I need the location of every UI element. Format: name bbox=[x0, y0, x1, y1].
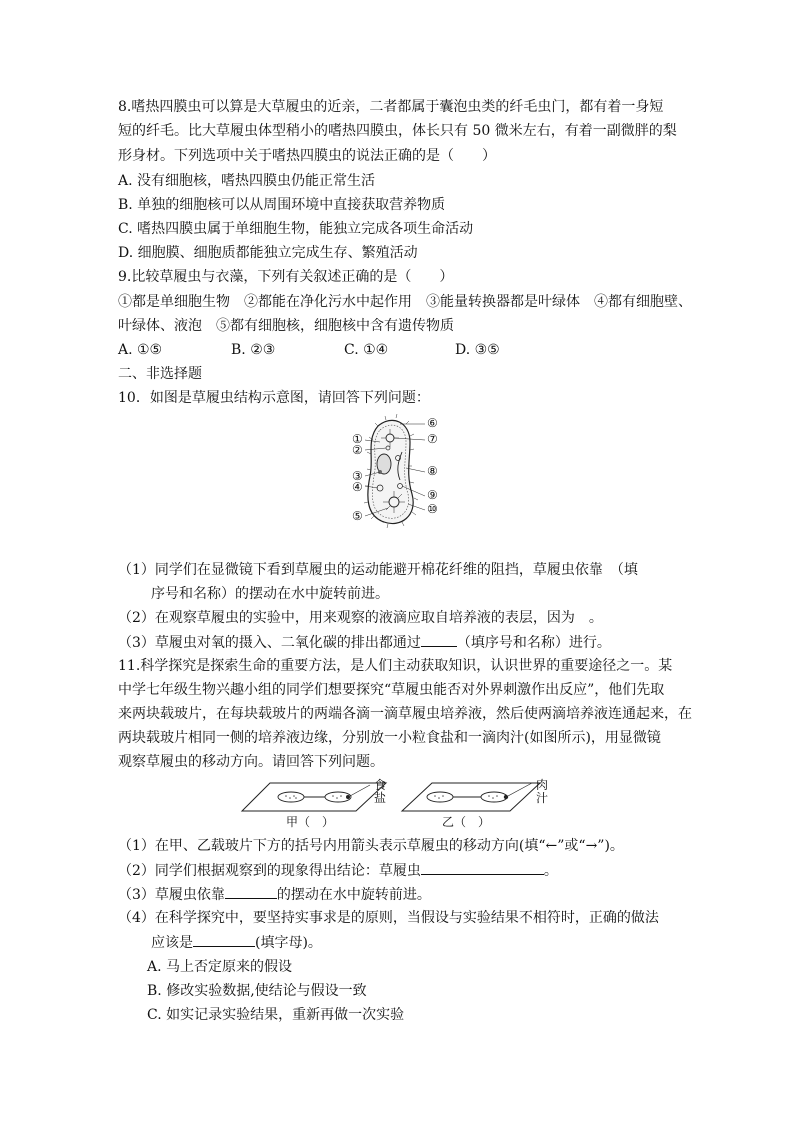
q8-stem-line3: 形身材。下列选项中关于嗜热四膜虫的说法正确的是（ ） bbox=[118, 148, 496, 164]
q11-part2 bbox=[118, 860, 558, 881]
q11-part4-line1: （4）在科学探究中，要坚持实事求是的原则，当假设与实验结果不相符时，正确的做法 bbox=[118, 910, 659, 926]
diagram-label-8: ⑧ bbox=[427, 464, 438, 478]
q10-stem: 10．如图是草履虫结构示意图，请回答下列问题： bbox=[118, 390, 430, 406]
q11-stem-line2: 中学七年级生物兴趣小组的同学们想要探究“草履虫能否对外界刺激作出反应”，他们先取 bbox=[118, 682, 665, 698]
q11-stem-line5: 观察草履虫的移动方向。请回答下列问题。 bbox=[118, 754, 384, 770]
q11-part4-blank[interactable] bbox=[193, 932, 255, 947]
slide-yi-caption: 乙（ ） bbox=[442, 815, 491, 829]
q11-option-a: A. 马上否定原来的假设 bbox=[147, 959, 293, 975]
q10-part1-line1: （1）同学们在显微镜下看到草履虫的运动能避开棉花纤维的阻挡，草履虫依靠 （填 bbox=[118, 562, 638, 578]
diagram-label-7: ⑦ bbox=[427, 432, 438, 446]
q8-option-a: A. 没有细胞核，嗜热四膜虫仍能正常生活 bbox=[118, 173, 376, 189]
diagram-label-1: ① bbox=[352, 432, 363, 446]
diagram-label-10: ⑩ bbox=[427, 502, 438, 516]
q10-part1-line2: 序号和名称）的摆动在水中旋转前进。 bbox=[151, 586, 389, 602]
diagram-label-2: ② bbox=[352, 443, 363, 457]
q11-part3-text-b: 的摆动在水中旋转前进。 bbox=[276, 887, 431, 903]
q8-stem-line2: 短的纤毛。比大草履虫体型稍小的嗜热四膜虫，体长只有 50 微米左右，有着一副微胖的梨 bbox=[118, 123, 677, 139]
q11-part3 bbox=[118, 884, 431, 905]
q11-stem-line3: 来两块载玻片，在每块载玻片的两端各滴一滴草履虫培养液，然后使两滴培养液连通起来，在 bbox=[118, 706, 692, 722]
q11-part4-line2 bbox=[151, 932, 322, 953]
diagram-label-6: ⑥ bbox=[427, 416, 438, 430]
q9-stem: 9.比较草履虫与衣藻，下列有关叙述正确的是（ ） bbox=[118, 269, 454, 285]
q11-part2-text-b: 。 bbox=[543, 863, 558, 879]
diagram-label-9: ⑨ bbox=[427, 488, 438, 502]
diagram-label-5: ⑤ bbox=[352, 509, 363, 523]
q9-statements-line1: ①都是单细胞生物 ②都能在净化污水中起作用 ③能量转换器都是叶绿体 ④都有细胞壁、 bbox=[118, 294, 692, 310]
diagram-label-4: ④ bbox=[352, 480, 363, 494]
q11-part1: （1）在甲、乙载玻片下方的括号内用箭头表示草履虫的移动方向(填“←”或“→”)。 bbox=[118, 838, 624, 854]
q9-option-c: C. ①④ bbox=[344, 342, 389, 358]
q9-option-a: A. ①⑤ bbox=[118, 342, 163, 358]
label-salt-char1: 食 bbox=[374, 778, 387, 792]
label-juice-char1: 肉 bbox=[536, 778, 549, 792]
diagram-label-3: ③ bbox=[352, 469, 363, 483]
q11-part2-blank[interactable] bbox=[421, 860, 544, 875]
q10-part3-text-b: （填序号和名称）进行。 bbox=[456, 635, 611, 651]
q10-part3 bbox=[118, 632, 611, 653]
q8-option-d: D. 细胞膜、细胞质都能独立完成生存、繁殖活动 bbox=[118, 245, 418, 261]
q11-part4-text-a: 应该是 bbox=[151, 935, 193, 951]
q11-part3-blank[interactable] bbox=[225, 884, 277, 899]
q10-part2: （2）在观察草履虫的实验中，用来观察的液滴应取自培养液的表层，因为 。 bbox=[118, 610, 603, 626]
q8-option-c: C. 嗜热四膜虫属于单细胞生物，能独立完成各项生命活动 bbox=[118, 221, 474, 237]
q8-option-b: B. 单独的细胞核可以从周围环境中直接获取营养物质 bbox=[118, 197, 446, 213]
q10-part3-blank[interactable] bbox=[421, 632, 457, 647]
q11-part2-text-a: （2）同学们根据观察到的现象得出结论：草履虫 bbox=[118, 863, 421, 879]
q9-option-b: B. ②③ bbox=[231, 342, 276, 358]
q11-stem-line4: 两块载玻片相同一侧的培养液边缘，分别放一小粒食盐和一滴肉汁(如图所示)，用显微镜 bbox=[118, 730, 661, 746]
q10-part3-text-a: （3）草履虫对氧的摄入、二氧化碳的排出都通过 bbox=[118, 635, 421, 651]
label-juice-char2: 汁 bbox=[536, 791, 549, 805]
q11-part3-text-a: （3）草履虫依靠 bbox=[118, 887, 225, 903]
label-salt-char2: 盐 bbox=[374, 791, 387, 805]
slide-jia-caption: 甲（ ） bbox=[286, 815, 335, 829]
q9-option-d: D. ③⑤ bbox=[455, 342, 500, 358]
q11-option-b: B. 修改实验数据,使结论与假设一致 bbox=[147, 983, 367, 999]
q9-statements-line2: 叶绿体、液泡 ⑤都有细胞核，细胞核中含有遗传物质 bbox=[118, 318, 454, 334]
q8-stem-line1: 8.嗜热四膜虫可以算是大草履虫的近亲，二者都属于囊泡虫类的纤毛虫门，都有着一身短 bbox=[118, 99, 664, 115]
q11-part4-text-b: (填字母)。 bbox=[255, 935, 322, 951]
q11-option-c: C. 如实记录实验结果，重新再做一次实验 bbox=[147, 1007, 405, 1023]
q11-stem-line1: 11.科学探究是探索生命的重要方法，是人们主动获取知识，认识世界的重要途径之一。某 bbox=[118, 658, 673, 674]
section-heading: 二、非选择题 bbox=[118, 366, 202, 382]
